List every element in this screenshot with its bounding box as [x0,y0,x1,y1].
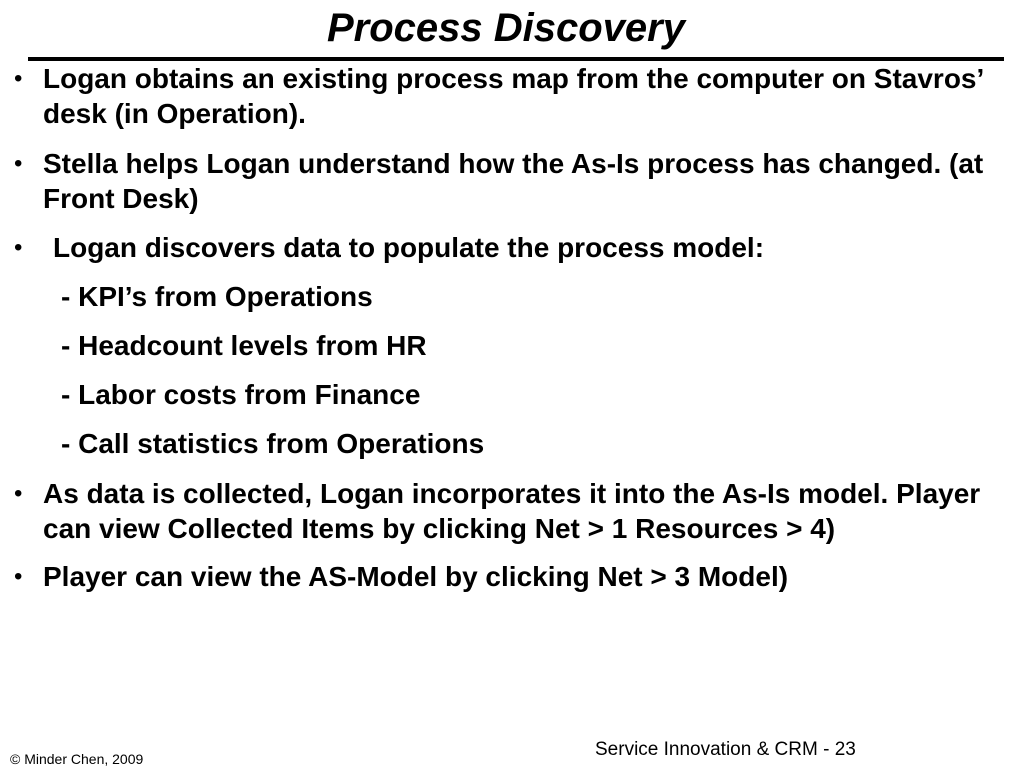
bullet-item [10,230,1000,265]
sub-item: - Headcount levels from HR [61,330,427,361]
bullet-text: Logan discovers data to populate the process model: [53,232,765,263]
sub-item: - Labor costs from Finance [61,379,421,410]
sub-item: - Call statistics from Operations [61,428,485,459]
sub-item: - KPI’s from Operations [61,281,373,312]
bullet-item [10,476,1000,546]
bullet-icon: • [14,150,23,177]
bullet-icon: • [14,563,23,590]
bullet-list [10,61,1000,594]
bullet-item [10,146,1000,216]
bullet-icon: • [14,480,23,507]
bullet-icon: • [14,234,23,261]
bullet-item [10,61,1000,131]
bullet-text: Stella helps Logan understand how the As-Is process has changed. (at Front Desk) [43,148,984,214]
footer-page-label: Service Innovation & CRM - 23 [595,739,856,760]
bullet-item [10,559,1000,594]
footer-copyright: © Minder Chen, 2009 [10,751,144,767]
slide-title: Process Discovery [326,6,685,50]
bullet-text: As data is collected, Logan incorporates it into the As-Is model. Player can view Collected Items by clicking Net > 1 Resources > 4) [43,478,981,544]
bullet-text: Player can view the AS-Model by clicking Net > 3 Model) [43,561,789,592]
sub-list [10,279,1000,461]
bullet-icon: • [14,65,23,92]
sub-list-container [10,279,1000,461]
bullet-text: Logan obtains an existing process map from the computer on Stavros’ desk (in Operation). [43,63,983,129]
